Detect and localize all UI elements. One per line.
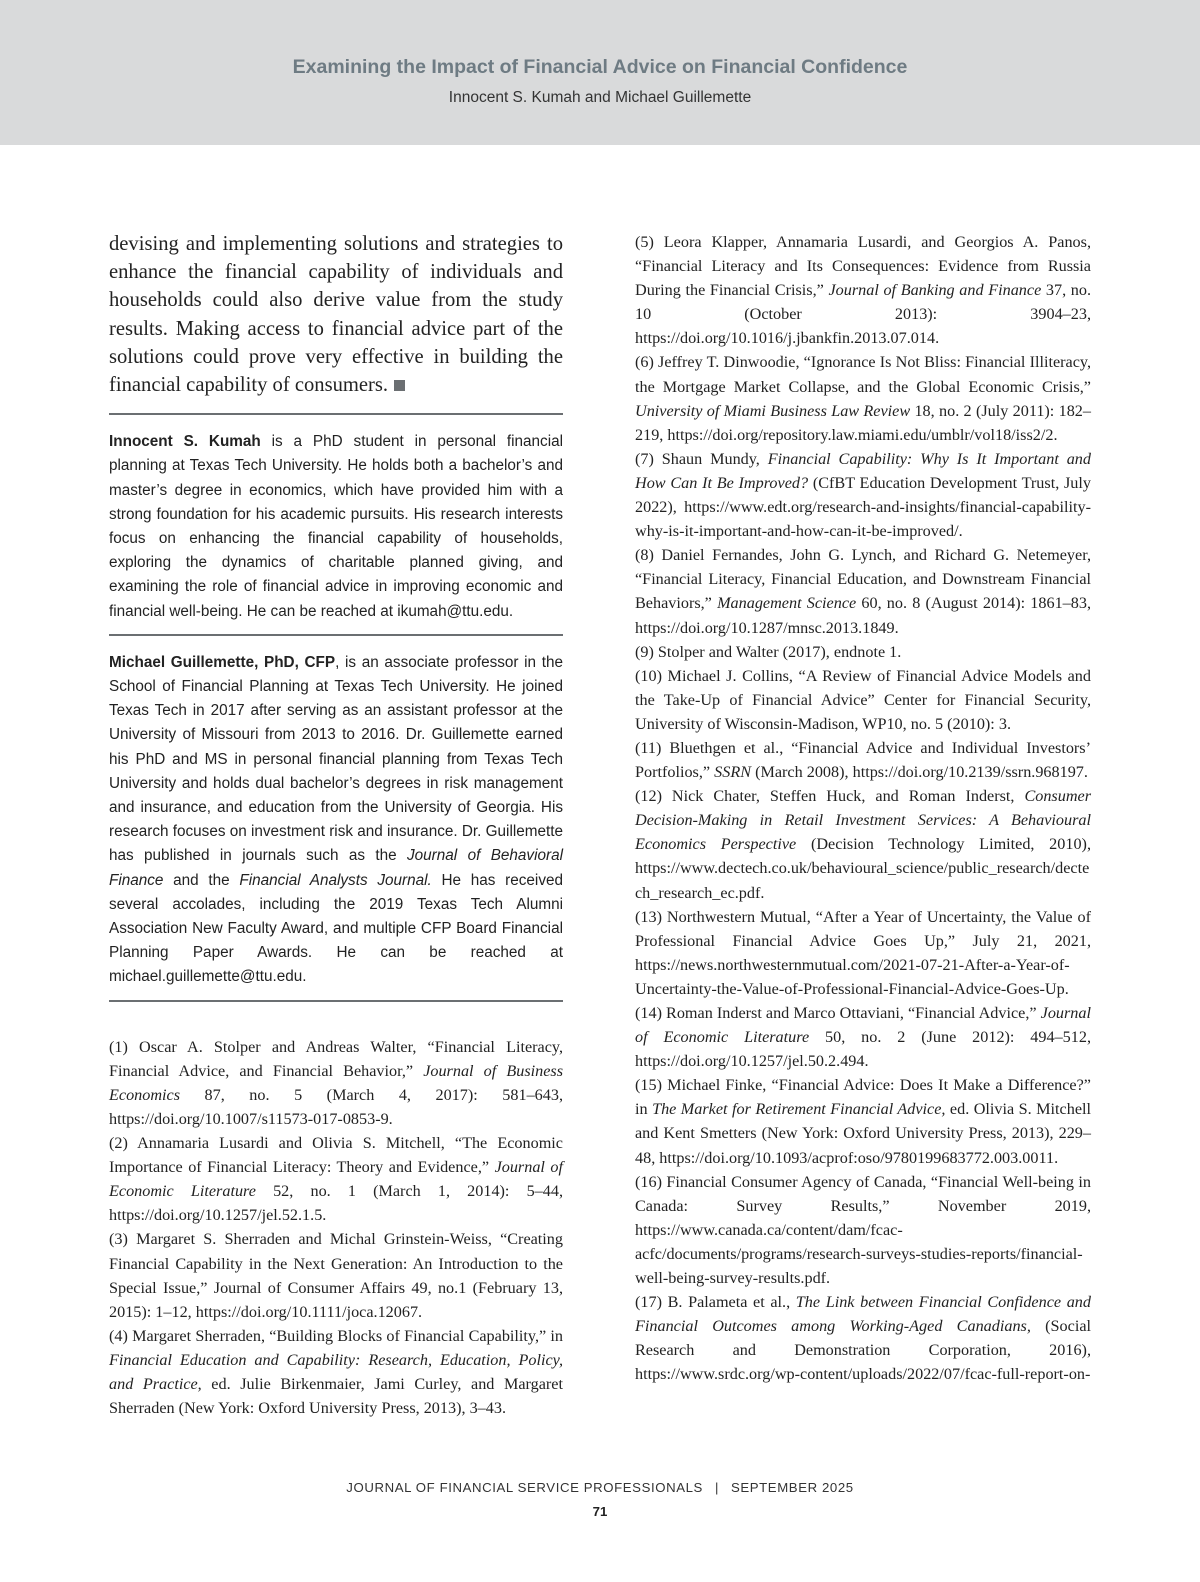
endnote-text: ed. Julie Birkenmaier, Jami Curley, and Margaret Sherraden (New York: Oxford University Press, 2013), 3–43. — [109, 1375, 563, 1418]
endnote — [635, 905, 1091, 1001]
end-of-article-square-icon — [394, 380, 405, 391]
divider-rule — [109, 634, 563, 636]
endnote — [635, 1290, 1091, 1386]
endnotes-right — [635, 230, 1091, 1387]
endnote-italic: The Link between Financial Confidence and Financial Outcomes among Working-Aged Canadians, — [635, 1293, 1091, 1336]
endnote-italic: The Market for Retirement Financial Advice, — [652, 1100, 946, 1119]
endnote-text: 52, no. 1 (March 1, 2014): 5–44, https://doi.org/10.1257/jel.52.1.5. — [109, 1182, 564, 1225]
endnote — [635, 1073, 1091, 1169]
article-authors: Innocent S. Kumah and Michael Guillemette — [448, 89, 752, 106]
page-number: 71 — [592, 1504, 608, 1519]
endnote — [635, 543, 1091, 639]
endnote-text: (5) Leora Klapper, Annamaria Lusardi, and Georgios A. Panos, “Financial Literacy and Its Consequences: Evidence from Russia During the Financial Crisis,” — [635, 233, 1091, 300]
endnote — [635, 447, 1091, 543]
endnote-text: (12) Nick Chater, Steffen Huck, and Roman Inderst, — [635, 787, 1025, 806]
endnote — [635, 230, 1091, 350]
endnote-italic: Journal of Economic Literature — [109, 1158, 564, 1201]
endnote-text: 37, no. 10 (October 2013): 3904–23, https://doi.org/10.1016/j.jbankfin.2013.07.014. — [635, 281, 1092, 348]
endnote-italic: SSRN — [714, 763, 752, 782]
endnote-text: (17) B. Palameta et al., — [635, 1293, 796, 1312]
endnote-text: (2) Annamaria Lusardi and Olivia S. Mitchell, “The Economic Importance of Financial Literacy: Theory and Evidence,” — [109, 1134, 563, 1177]
running-footer — [0, 1480, 1200, 1495]
bio-kumah — [109, 430, 563, 624]
endnote-text: (Decision Technology Limited, 2010), https://www.dectech.co.uk/behavioural_science/public_research/dectech_research_ec.pdf. — [635, 835, 1091, 902]
bio-text: and the — [163, 871, 240, 889]
endnote — [109, 1035, 563, 1131]
journal-name: Financial Analysts Journal. — [239, 871, 432, 889]
endnote-text: (10) Michael J. Collins, “A Review of Financial Advice Models and the Take-Up of Financial Advice” Center for Financial Security, University of Wisconsin-Madison, WP10, no. 5 (2010): 3. — [635, 666, 1091, 733]
endnote-text: (13) Northwestern Mutual, “After a Year of Uncertainty, the Value of Professional Financial Advice Goes Up,” July 21, 2021, https://news.northwesternmutual.com/2021-07-21-After-a-Year-of-Uncertainty-the-Value-of-Professional-Financial-Advice-Goes-Up. — [635, 907, 1091, 998]
endnote-text: (3) Margaret S. Sherraden and Michal Grinstein-Weiss, “Creating Financial Capability in the Next Generation: An Introduction to the Special Issue,” Journal of Consumer Affairs 49, no.1 (February 13, 2015): 1–12, https://doi.org/10.1111/joca.12067. — [109, 1230, 563, 1321]
endnote — [635, 1001, 1091, 1073]
endnote — [635, 350, 1091, 446]
endnote-text: (8) Daniel Fernandes, John G. Lynch, and Richard G. Netemeyer, “Financial Literacy, Financial Education, and Downstream Financial Behaviors,” — [635, 546, 1091, 613]
endnote — [109, 1227, 563, 1323]
bio-guillemette — [109, 651, 563, 990]
endnote-italic: Journal of Banking and Finance — [828, 281, 1042, 300]
endnote-italic: Financial Education and Capability: Research, Education, Policy, and Practice, — [109, 1350, 563, 1393]
endnote-italic: Journal of Economic Literature — [635, 1004, 1091, 1047]
bio-name: Michael Guillemette, PhD, CFP — [109, 653, 336, 671]
bio-name: Innocent S. Kumah — [109, 433, 261, 451]
endnote-text: 50, no. 2 (June 2012): 494–512, https://doi.org/10.1257/jel.50.2.494. — [635, 1028, 1092, 1071]
endnote — [635, 640, 1091, 664]
endnote-italic: Financial Capability: Why Is It Important and How Can It Be Improved? — [635, 449, 1091, 492]
endnote — [109, 1324, 563, 1420]
journal-name: Journal of Behavioral Finance — [109, 847, 563, 889]
endnote-text: ed. Olivia S. Mitchell and Kent Smetters (New York: Oxford University Press, 2013), 229–48, https://doi.org/10.1093/acprof:oso/9780199683772.003.0011. — [635, 1100, 1091, 1167]
endnote — [635, 784, 1091, 904]
endnote-text: (15) Michael Finke, “Financial Advice: Does It Make a Difference?” in — [635, 1076, 1091, 1119]
endnote-text: (1) Oscar A. Stolper and Andreas Walter, “Financial Literacy, Financial Advice, and Financial Behavior,” — [109, 1037, 563, 1080]
endnote-text: (4) Margaret Sherraden, “Building Blocks of Financial Capability,” in — [109, 1326, 563, 1345]
endnote — [635, 736, 1091, 784]
bio-text: is a PhD student in personal financial planning at Texas Tech University. He holds both a bachelor’s and master’s degree in economics, which have provided him with a strong foundation for his academic pursuits. His research interests focus on enhancing the financial capability of households, exploring the dynamics of charitable planned giving, and examining the role of financial advice in improving economic and financial well-being. He can be reached at ikumah@ttu.edu. — [109, 433, 564, 620]
footer-separator: | — [714, 1480, 719, 1495]
intro-text: devising and implementing solutions and strategies to enhance the financial capability of individuals and households could also derive value from the study results. Making access to financial advice part of the solutions could prove very effective in building the financial capability of consumers. — [109, 233, 563, 397]
divider-rule — [109, 1000, 563, 1002]
endnote-italic: Journal of Business Economics — [109, 1061, 563, 1104]
endnote-text: (16) Financial Consumer Agency of Canada, “Financial Well-being in Canada: Survey Results,” November 2019, https://www.canada.ca/content/dam/fcac-acfc/documents/programs/research-surveys-studies-reports/financial-well-being-survey-results.pdf. — [635, 1172, 1091, 1288]
endnote-text: (9) Stolper and Walter (2017), endnote 1. — [635, 642, 902, 661]
endnote-italic: Consumer Decision-Making in Retail Investment Services: A Behavioural Economics Perspective — [635, 787, 1091, 854]
intro-paragraph — [109, 230, 563, 399]
endnote-text: (CfBT Education Development Trust, July 2022), https://www.edt.org/research-and-insights/financial-capability-why-is-it-important-and-how-can-it-be-improved/. — [635, 473, 1091, 541]
endnote — [109, 1131, 563, 1227]
bio-text: He has received several accolades, including the 2019 Texas Tech Alumni Association New Faculty Award, and multiple CFP Board Financial Planning Paper Awards. He can be reached at michael.guillemette@ttu.edu. — [109, 871, 563, 986]
endnotes-left — [109, 1035, 563, 1421]
left-column — [109, 230, 563, 1420]
endnote-text: (7) Shaun Mundy, — [635, 449, 768, 468]
divider-rule — [109, 413, 563, 415]
journal-title: JOURNAL OF FINANCIAL SERVICE PROFESSIONALS — [346, 1480, 703, 1495]
endnote-text: 87, no. 5 (March 4, 2017): 581–643, https://doi.org/10.1007/s11573-017-0853-9. — [109, 1085, 563, 1128]
endnote-text: (March 2008), https://doi.org/10.2139/ssrn.968197. — [751, 763, 1088, 782]
endnote-text: (Social Research and Demonstration Corporation, 2016), https://www.srdc.org/wp-content/uploads/2022/07/fcac-full-report-on- — [635, 1317, 1091, 1384]
endnote-italic: University of Miami Business Law Review — [635, 401, 911, 420]
endnote-text: (6) Jeffrey T. Dinwoodie, “Ignorance Is Not Bliss: Financial Illiteracy, the Mortgage Market Collapse, and the Global Economic Crisis,” — [635, 353, 1091, 396]
endnote — [635, 1170, 1091, 1290]
endnote-text: (11) Bluethgen et al., “Financial Advice and Individual Investors’ Portfolios,” — [635, 738, 1091, 782]
article-title: Examining the Impact of Financial Advice on Financial Confidence — [292, 56, 908, 78]
endnote-text: (14) Roman Inderst and Marco Ottaviani, “Financial Advice,” — [635, 1004, 1041, 1022]
endnote-italic: Management Science — [717, 594, 857, 613]
endnote-text: 60, no. 8 (August 2014): 1861–83, https://doi.org/10.1287/mnsc.2013.1849. — [635, 594, 1091, 637]
bio-text: , is an associate professor in the School of Financial Planning at Texas Tech University. He joined Texas Tech in 2017 after serving as an assistant professor at the University of Missouri from 2013 to 2016. Dr. Guillemette earned his PhD and MS in personal financial planning from Texas Tech University and holds dual bachelor’s degrees in risk management and insurance, and education from the University of Georgia. His research focuses on investment risk and insurance. Dr. Guillemette has published in journals such as the — [109, 653, 564, 865]
issue-date: SEPTEMBER 2025 — [730, 1480, 854, 1495]
endnote — [635, 664, 1091, 736]
endnote-text: 18, no. 2 (July 2011): 182–219, https://doi.org/repository.law.miami.edu/umblr/vol18/iss2/2. — [635, 401, 1091, 444]
running-header — [0, 0, 1200, 145]
